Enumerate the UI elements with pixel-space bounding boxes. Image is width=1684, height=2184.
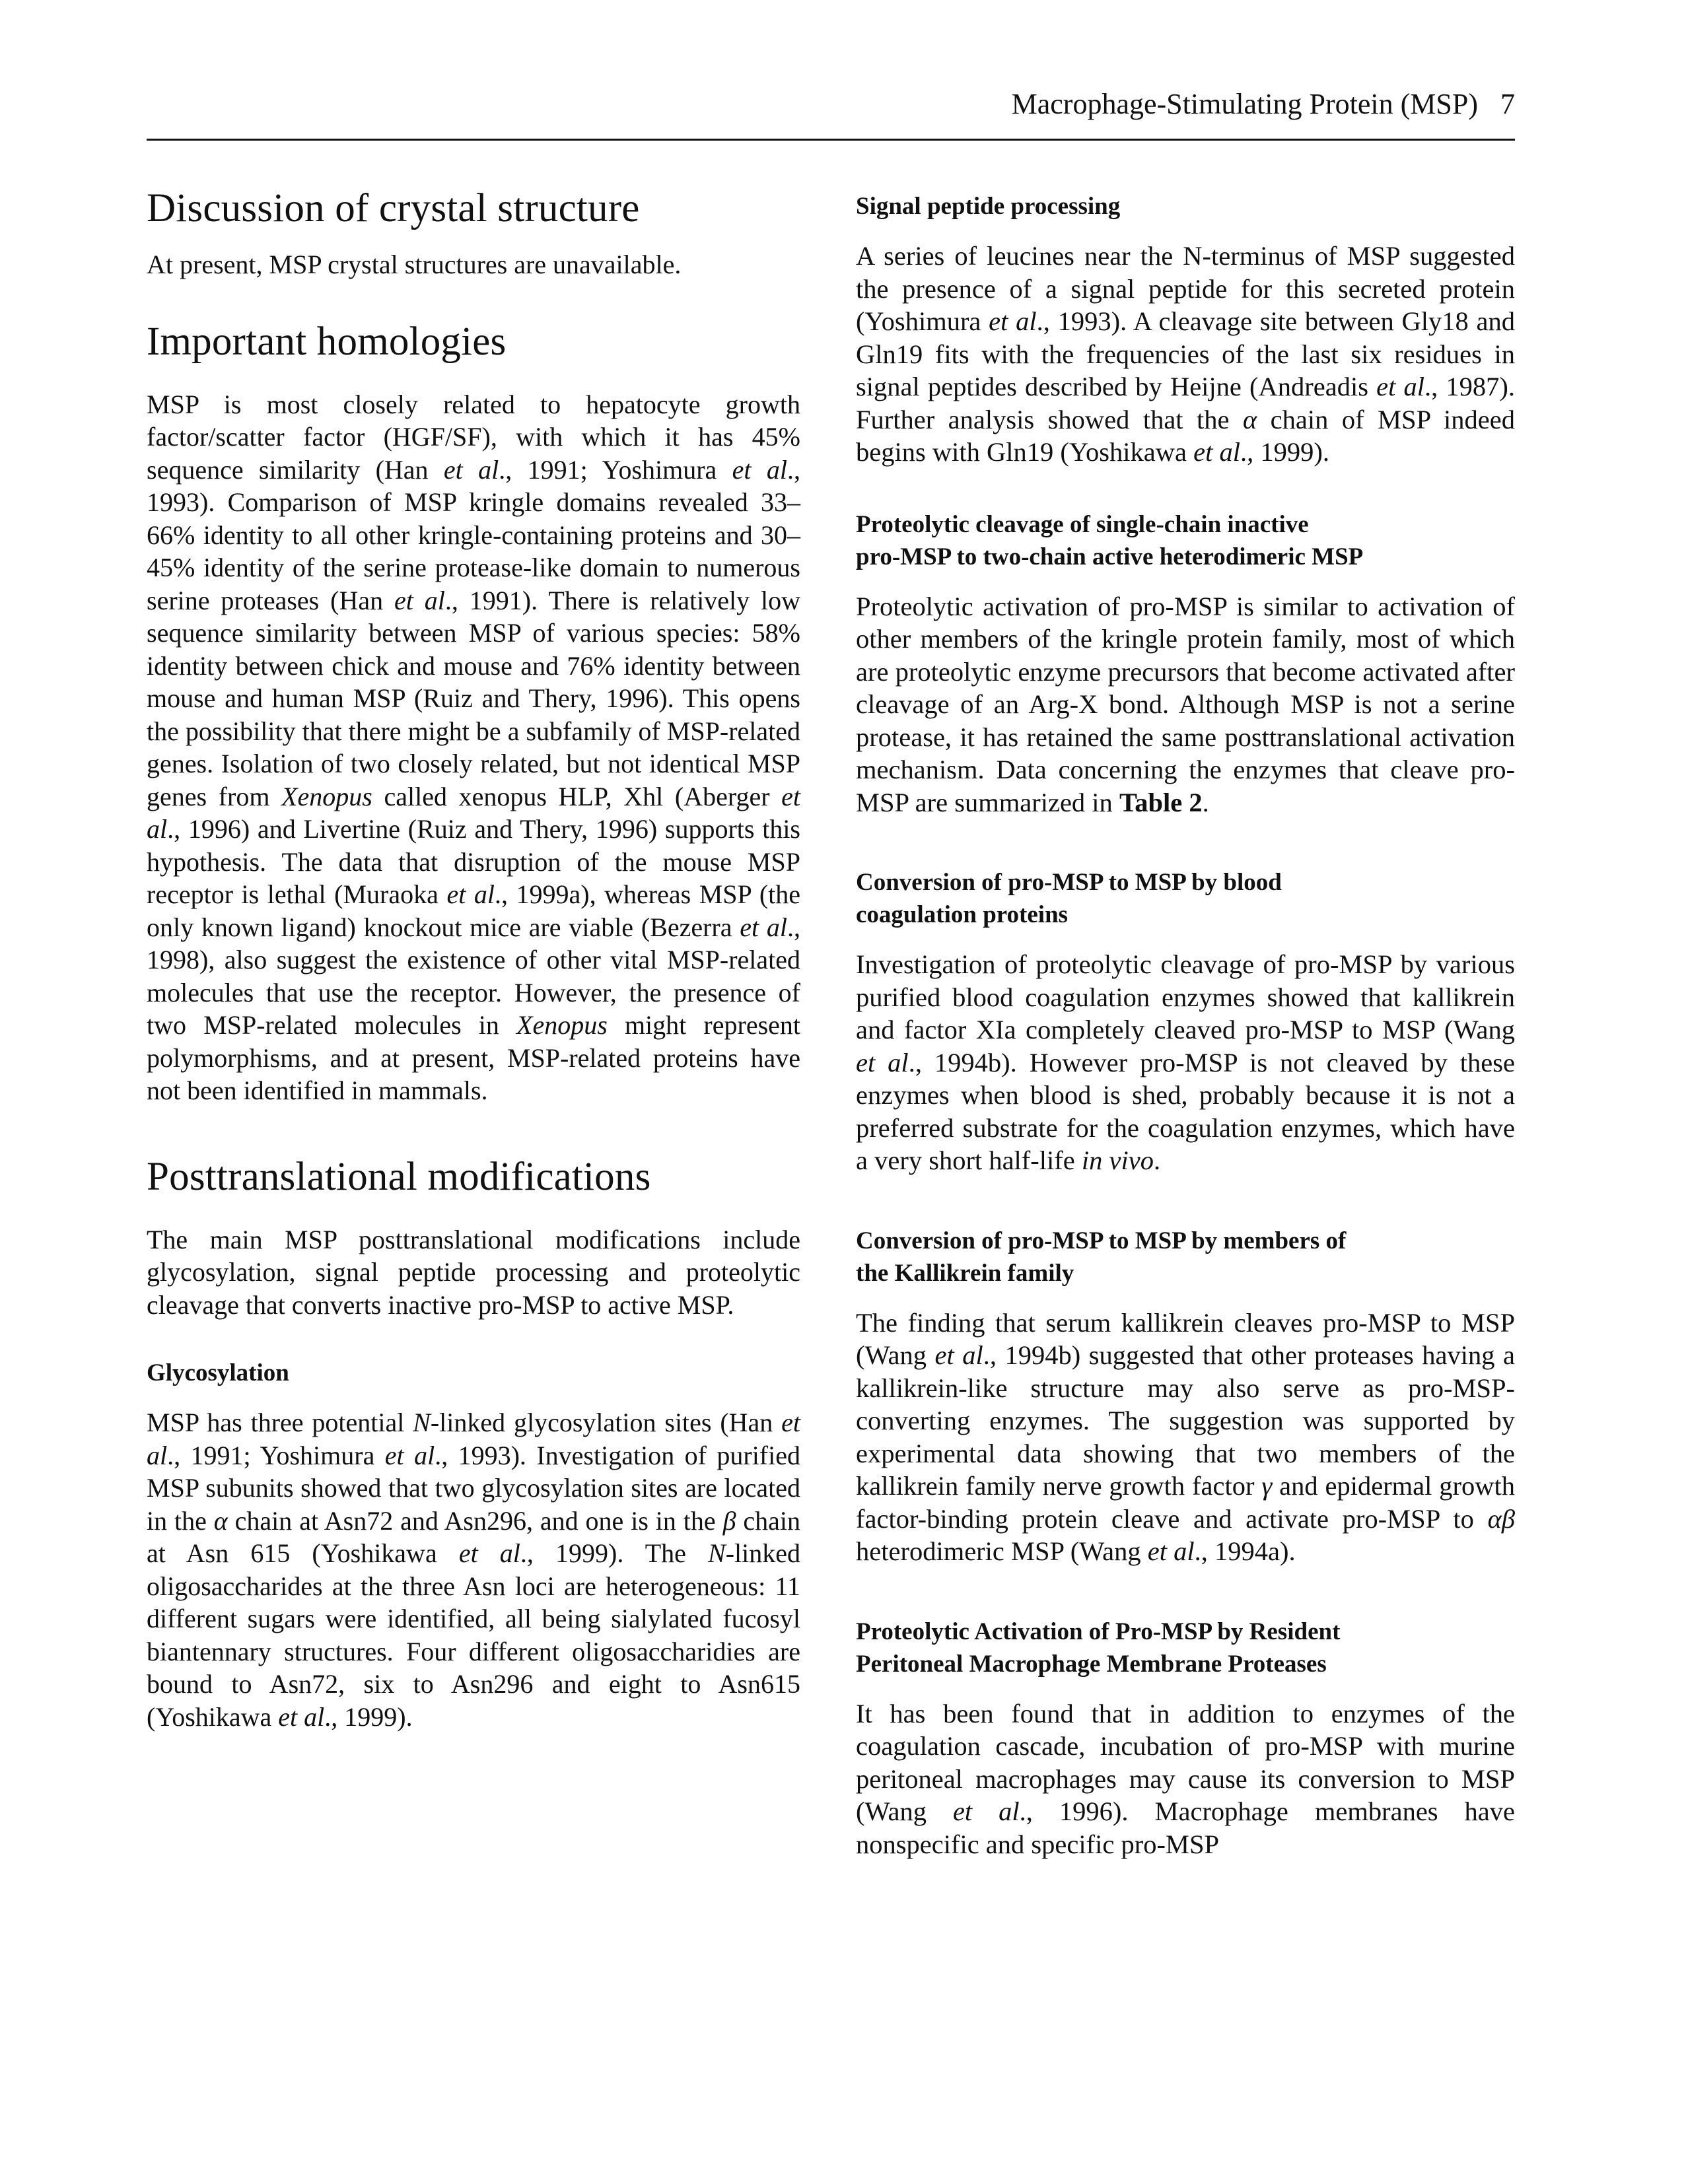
paragraph-proteolytic-cleavage: Proteolytic activation of pro-MSP is similar to activation of other members of the kringle protein family, most of which are proteolytic enzyme precursors that become activated after cleavage of an Arg-X bond. Although MSP is not a serine protease, it has retained the same posttranslational activation mechanism. Data concerning the enzymes that cleave pro-MSP are summarized in Table 2. [856,591,1515,817]
heading-kallikrein-family-line1: Conversion of pro-MSP to MSP by members of [856,1227,1347,1254]
left-column [147,185,800,1733]
header-rule [147,139,1515,141]
page-number: 7 [1500,88,1515,120]
paragraph-peritoneal-macrophage: It has been found that in addition to enzymes of the coagulation cascade, incubation of pro-MSP with murine peritoneal macrophages may cause its conversion to MSP (Wang et al., 1996). Macrophage membranes have nonspecific and specific pro-MSP [856,1698,1515,1859]
heading-proteolytic-cleavage-line1: Proteolytic cleavage of single-chain inactive [856,510,1309,538]
heading-crystal-structure: Discussion of crystal structure [147,186,640,230]
heading-signal-peptide-processing: Signal peptide processing [856,193,1121,220]
heading-blood-coagulation-line1: Conversion of pro-MSP to MSP by blood [856,869,1282,896]
paragraph-signal-peptide-processing: A series of leucines near the N-terminus of MSP suggested the presence of a signal peptide for this secreted protein (Yoshimura et al., 1993). A cleavage site between Gly18 and Gln19 fits with the frequencies of the last six residues in signal peptides described by Heijne (Andreadis et al., 1987). Further analysis showed that the α chain of MSP indeed begins with Gln19 (Yoshikawa et al., 1999). [856,241,1516,467]
paragraph-important-homologies: MSP is most closely related to hepatocyte growth factor/scatter factor (HGF/SF), with which it has 45% sequence similarity (Han et al., 1991; Yoshimura et al., 1993). Comparison of MSP kringle domains revealed 33–66% identity to all other kringle-containing proteins and 30–45% identity of the serine protease-like domain to numerous serine proteases (Han et al., 1991). There is relatively low sequence similarity between MSP of various species: 58% identity between chick and mouse and 76% identity between mouse and human MSP (Ruiz and Thery, 1996). This opens the possibility that there might be a subfamily of MSP-related genes. Isolation of two closely related, but not identical MSP genes from Xenopus called xenopus HLP, Xhl (Aberger et al., 1996) and Livertine (Ruiz and Thery, 1996) supports this hypothesis. The data that disruption of the mouse MSP receptor is lethal (Muraoka et al., 1999a), whereas MSP (the only known ligand) knockout mice are viable (Bezerra et al., 1998), also suggest the existence of other vital MSP-related molecules that use the receptor. However, the presence of two MSP-related molecules in Xenopus might represent polymorphisms, and at present, MSP-related proteins have not been identified in mammals. [147,389,801,1105]
heading-important-homologies: Important homologies [147,319,507,364]
heading-blood-coagulation-line2: coagulation proteins [856,901,1069,928]
heading-kallikrein-family-line2: the Kallikrein family [856,1259,1074,1287]
running-title: Macrophage-Stimulating Protein (MSP) [1011,88,1478,120]
heading-proteolytic-cleavage [856,508,1515,573]
heading-peritoneal-macrophage-line1: Proteolytic Activation of Pro-MSP by Resident [856,1618,1341,1645]
paragraph-glycosylation: MSP has three potential N-linked glycosylation sites (Han et al., 1991; Yoshimura et al., 1993). Investigation of purified MSP subunits showed that two glycosylation sites are located in the α chain at Asn72 and Asn296, and one is in the β chain at Asn 615 (Yoshikawa et al., 1999). The N-linked oligosaccharides at the three Asn loci are heterogeneous: 11 different sugars were identified, all being sialylated fucosyl biantennary structures. Four different oligosaccharidies are bound to Asn72, six to Asn296 and eight to Asn615 (Yoshikawa et al., 1999). [147,1408,801,1732]
heading-glycosylation: Glycosylation [147,1359,289,1386]
heading-proteolytic-cleavage-line2: pro-MSP to two-chain active heterodimeric MSP [856,543,1364,570]
heading-blood-coagulation [856,866,1515,931]
heading-posttranslational-modifications: Posttranslational modifications [147,1154,651,1199]
heading-peritoneal-macrophage-line2: Peritoneal Macrophage Membrane Proteases [856,1650,1327,1678]
paragraph-posttranslational-modifications: The main MSP posttranslational modifications include glycosylation, signal peptide processing and proteolytic cleavage that converts inactive pro-MSP to active MSP. [147,1224,800,1320]
right-column [856,185,1515,1860]
running-head [147,87,1515,121]
paragraph-crystal-structure: At present, MSP crystal structures are unavailable. [147,250,682,279]
heading-peritoneal-macrophage [856,1616,1515,1680]
heading-kallikrein-family [856,1225,1515,1289]
paragraph-blood-coagulation: Investigation of proteolytic cleavage of pro-MSP by various purified blood coagulation enzymes showed that kallikrein and factor XIa completely cleaved pro-MSP to MSP (Wang et al., 1994b). However pro-MSP is not cleaved by these enzymes when blood is shed, probably because it is not a preferred substrate for the coagulation enzymes, which have a very short half-life in vivo. [856,949,1515,1175]
paragraph-kallikrein-family: The finding that serum kallikrein cleaves pro-MSP to MSP (Wang et al., 1994b) suggested that other proteases having a kallikrein-like structure may also serve as pro-MSP-converting enzymes. The suggestion was supported by experimental data showing that two members of the kallikrein family nerve growth factor γ and epidermal growth factor-binding protein cleave and activate pro-MSP to αβ heterodimeric MSP (Wang et al., 1994a). [856,1307,1515,1566]
